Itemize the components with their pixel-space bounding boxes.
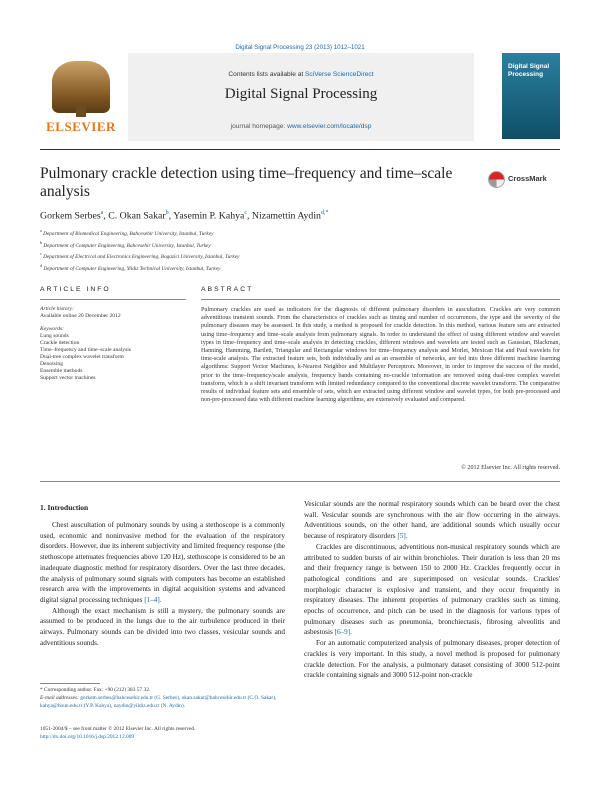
masthead [40, 53, 560, 145]
section-title-introduction: 1. Introduction [40, 503, 89, 512]
crossmark-icon [488, 171, 505, 188]
affiliation-item: $^d$ Department of Computer Engineering, Yildiz Technical University, Istanbul, Turkey [40, 262, 221, 272]
author-affil-mark[interactable]: d,* [320, 210, 329, 216]
email-addresses: E-mail addresses: gorkem.serbes@bahcesehir.edu.tr (G. Serbes), okan.sakar@bahcesehir.edu.tr (C.O. Sakar), kahya@boun.edu.tr (Y.P. Kahya), naydin@yildiz.edu.tr (N. Aydin). [40, 695, 277, 709]
body-paragraph: Crackles are discontinuous, adventitious non-musical respiratory sounds which are attributed to sudden bursts of air within bronchioles. Their duration is less than 20 ms and their frequency range is between 150 to 2000 Hz. Crackles frequently occur in pathological conditions and are superimposed on vesicular sounds. Crackles' morphologic character is explosive and transient, and they occur frequently in respiratory diseases. The inherent properties of pulmonary crackles such as timing, epochs of occurrence, and pitch can be used in the diagnosis for various types of pulmonary diseases such as pneumonia, bronchiectasis, fibrosing alveolitis and asbestosis [6–9]. [304, 542, 560, 637]
crossmark-label: CrossMark [508, 174, 547, 183]
corresponding-author-note: * Corresponding author. Fax: +90 (212) 383 57 32. [40, 687, 151, 693]
abstract-rule [201, 299, 560, 300]
journal-reference[interactable]: Digital Signal Processing 23 (2013) 1012–1021 [235, 44, 365, 51]
affiliation-item: $^b$ Department of Computer Engineering, Bahcesehir University, Istanbul, Turkey [40, 239, 211, 249]
author-affil-mark[interactable]: b [165, 210, 169, 216]
header-rule [40, 149, 560, 150]
citation-link[interactable]: [6–9]. [334, 628, 352, 637]
affiliation-item: $^a$ Department of Biomedical Engineering, Bahcesehir University, Istanbul, Turkey [40, 228, 214, 237]
homepage-link[interactable]: www.elsevier.com/locate/dsp [287, 123, 372, 130]
contents-line [128, 71, 474, 78]
issn-line: 1051-2004/$ – see front matter © 2012 Elsevier Inc. All rights reserved. [40, 726, 196, 732]
author-name: Gorkem Serbes [40, 210, 101, 222]
author-list: Gorkem Serbes$^a$, C. Okan Sakar$^b$, Yasemin P. Kahya$^c$, Nizamettin Aydin$^{d,*}$ [40, 210, 329, 222]
info-rule [40, 299, 186, 300]
author-name: C. Okan Sakar [108, 210, 166, 222]
author-name: Yasemin P. Kahya [173, 210, 245, 222]
keyword-item: Ensemble methods [40, 368, 83, 374]
journal-homepage [128, 123, 474, 130]
citation-link[interactable]: [5]. [397, 532, 408, 541]
journal-title: Digital Signal Processing [224, 86, 378, 102]
footnotes [40, 686, 285, 710]
abstract-bottom-rule [40, 481, 560, 482]
body-column-left [40, 520, 285, 648]
article-info-panel [40, 306, 170, 382]
body-paragraph: Vesicular sounds are the normal respiratory sounds which can be heard over the chest wall. Vesicular sounds are synchronous with the air flow occurring in the airways. Adventitious sounds, on the other hand, are additional sounds which usually occur because of respiratory disorders [5]. [304, 500, 560, 541]
issn-block [40, 726, 285, 741]
journal-cover-image [502, 53, 560, 139]
masthead-box [128, 53, 474, 141]
cover-title: Digital Signal Processing [508, 63, 550, 78]
history-text: Available online 20 December 2012 [40, 313, 121, 319]
keywords-label: Keywords: [40, 326, 65, 332]
body-paragraph: Chest auscultation of pulmonary sounds by using a stethoscope is a commonly used, economic and noninvasive method for the evaluation of the respiratory disorders. However, due its inherent subjectivity and limited frequency response (the stethoscope attenuates frequencies above 120 Hz), stethoscope is considered to be an inadequate diagnostic method for respiratory disorders. Over the last three decades, the analysis of pulmonary sound signals with computers has become an established research area with the improvements in digital acquisition systems and advanced digital signal processing techniques [1–4]. [40, 521, 285, 604]
keyword-item: Time–frequency and time–scale analysis [40, 347, 131, 353]
affiliation-item: $^c$ Department of Electrical and Electronics Engineering, Bogazici University, Istanbul, Turkey [40, 251, 240, 260]
body-paragraph: Although the exact mechanism is still a mystery, the pulmonary sounds are assumed to be produced in the lungs due to the air turbulence produced in their airways. Pulmonary sounds can be divided into two classes, vesicular sounds and adventitious sounds. [40, 606, 285, 647]
abstract-text: Pulmonary crackles are used as indicators for the diagnosis of different pulmonary disorders in auscultation. Crackles are very common adventitious transient sounds. From the characteristics of crackles such as timing and number of occurrences, the type and the severity of the pulmonary diseases may be assessed. In this study, a method is proposed for crackle detection. In this method, various feature sets are extracted using time–frequency and time–scale analysis from pulmonary signals. In order to understand the effect of using different window and wavelet types in time–frequency and time–scale analysis in detecting crackles, different windows and wavelets are tested such as Gaussian, Blackman, Hanning, Hamming, Bartlett, Triangular and Rectangular windows for time–frequency analysis and Morlet, Mexican Hat and Paul wavelets for time-scale analysis. The extracted feature sets, both individually and as an ensemble of networks, are fed into three different machine learning algorithms: Support Vector Machines, k-Nearest Neighbor and Multilayer Perceptron. Moreover, in order to improve the success of the model, prior to the time–frequency/scale analysis, frequency bands containing no-crackle information are removed using dual-tree complex wavelet transform, which is a shift invariant transform with limited redundancy compared to the conventional discrete wavelet transform. The comparative results of individual feature sets and ensemble of sets, which are extracted using different window and wavelet types, for both pre-processed and non-pre-processed data with different machine learning algorithms, are extensively evaluated and compared. [201, 307, 560, 404]
keyword-item: Lung sounds [40, 333, 69, 339]
affiliation-list [40, 227, 560, 273]
abstract-heading: ABSTRACT [201, 286, 254, 293]
keyword-item: Denoising [40, 361, 63, 367]
keywords-block [40, 326, 170, 382]
sciencedirect-link[interactable]: SciVerse ScienceDirect [305, 71, 374, 78]
crossmark-badge[interactable] [488, 170, 560, 192]
history-label: Article history: [40, 306, 75, 312]
author-affil-mark[interactable]: c [244, 210, 248, 216]
article-info-heading: ARTICLE INFO [40, 286, 111, 293]
elsevier-logo [40, 57, 122, 135]
keyword-item: Dual-tree complex wavelet transform [40, 354, 124, 360]
tree-trunk-icon [76, 103, 86, 117]
author-affil-mark[interactable]: a [100, 210, 104, 216]
footnote-rule [40, 683, 100, 684]
email-links[interactable]: gorkem.serbes@bahcesehir.edu.tr (G. Serbes), okan.sakar@bahcesehir.edu.tr (C.O. Sakar), kahya@boun.edu.tr (Y.P. Kahya), naydin@yildiz.edu.tr (N. Aydin). [40, 695, 277, 709]
contents-prefix: Contents lists available at [228, 71, 306, 78]
homepage-prefix: journal homepage: [230, 123, 288, 130]
copyright-notice: © 2012 Elsevier Inc. All rights reserved. [461, 465, 560, 471]
keyword-item: Crackle detection [40, 340, 80, 346]
publisher-name: ELSEVIER [46, 119, 116, 134]
citation-link[interactable]: [1–4]. [144, 595, 162, 604]
body-column-right [304, 499, 560, 681]
paper-title: Pulmonary crackle detection using time–frequency and time–scale analysis [40, 165, 453, 200]
doi-link[interactable]: http://dx.doi.org/10.1016/j.dsp.2012.12.009 [40, 733, 135, 740]
keyword-item: Support vector machines [40, 375, 96, 381]
body-paragraph: For an automatic computerized analysis of pulmonary diseases, proper detection of crackles is very important. In this study, a novel method is proposed for pulmonary crackle detection. For the analysis, a pulmonary dataset consisting of 3000 512-point crackle containing signals and 3000 512-point non-crackle [304, 639, 560, 680]
author-name: Nizamettin Aydin [251, 210, 321, 222]
